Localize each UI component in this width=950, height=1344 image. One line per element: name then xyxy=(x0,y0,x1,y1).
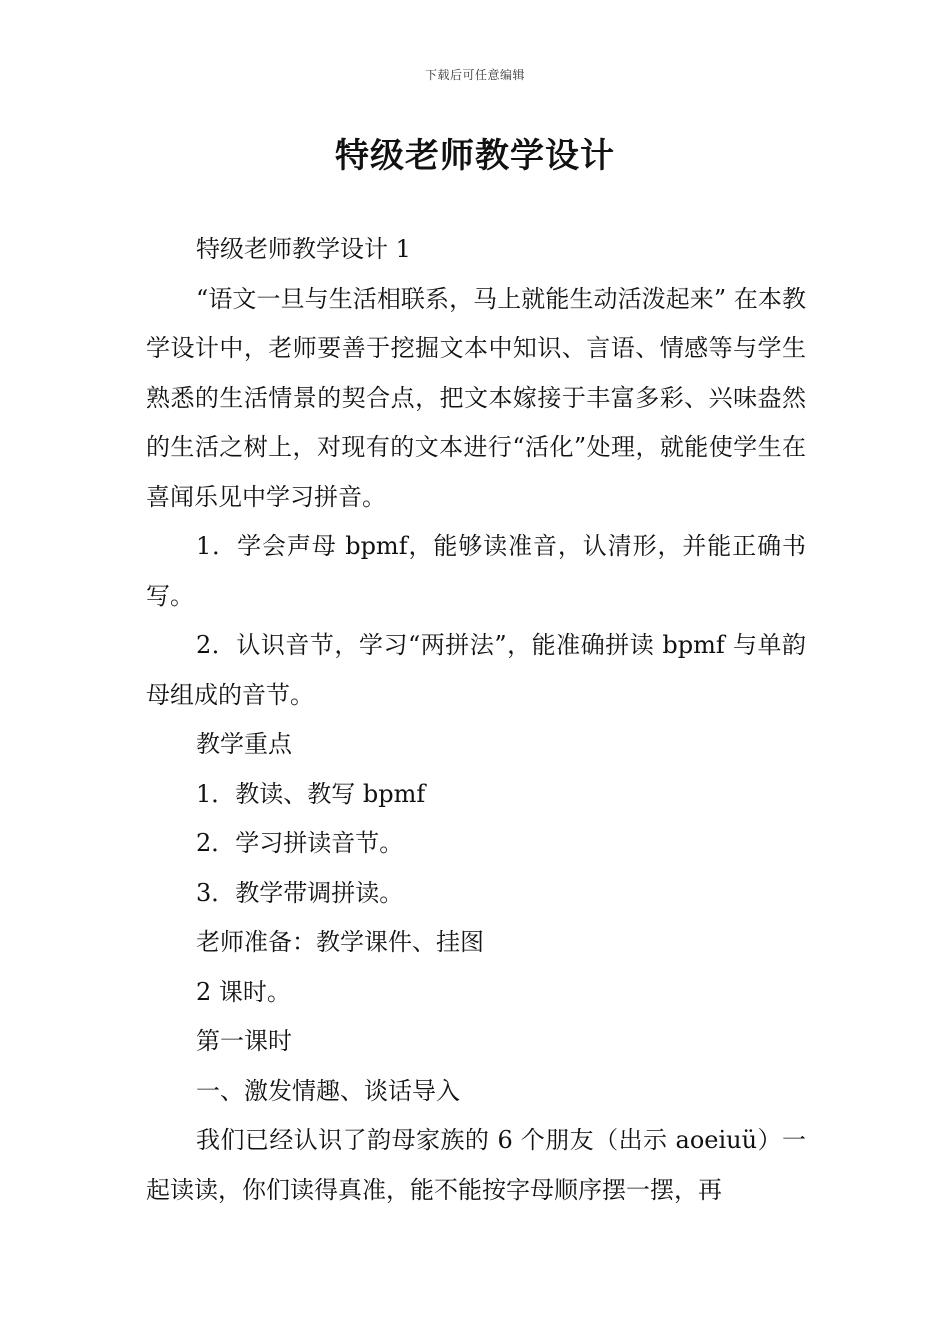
paragraph-objective-1: 1．学会声母 bpmf，能够读准音，认清形，并能正确书写。 xyxy=(146,532,806,610)
paragraph-intro: “语文一旦与生活相联系，马上就能生动活泼起来” 在本教学设计中，老师要善于挖掘文本中知识、言语、情感等与学生熟悉的生活情景的契合点，把文本嫁接于丰富多彩、兴味盎然的生活之树上，对现有的文本进行“活化”处理，就能使学生在喜闻乐见中学习拼音。 xyxy=(146,284,806,511)
paragraph-section-1-heading: 一、激发情趣、谈话导入 xyxy=(196,1076,460,1105)
paragraph-key-point-2: 2．学习拼读音节。 xyxy=(196,829,404,857)
paragraph-objective-2: 2．认识音节，学习“两拼法”，能准确拼读 bpmf 与单韵母组成的音节。 xyxy=(146,631,806,709)
paragraph-key-point-3: 3．教学带调拼读。 xyxy=(196,878,404,907)
paragraph-key-point-1: 1．教读、教写 bpmf xyxy=(196,779,426,808)
document-title: 特级老师教学设计 xyxy=(335,136,615,176)
paragraph-lesson-1-heading: 第一课时 xyxy=(196,1027,292,1055)
paragraph-section-1-body: 我们已经认识了韵母家族的 6 个朋友（出示 aoeiuü）一起读读，你们读得真准，能不能按字母顺序摆一摆，再 xyxy=(146,1126,806,1204)
paragraph-duration: 2 课时。 xyxy=(196,977,291,1006)
document-body xyxy=(146,225,806,1215)
header-note: 下载后可任意编辑 xyxy=(424,68,525,82)
paragraph-subtitle: 特级老师教学设计 1 xyxy=(196,235,411,263)
paragraph-preparation: 老师准备：教学课件、挂图 xyxy=(196,928,484,956)
paragraph-key-points-heading: 教学重点 xyxy=(196,730,292,758)
